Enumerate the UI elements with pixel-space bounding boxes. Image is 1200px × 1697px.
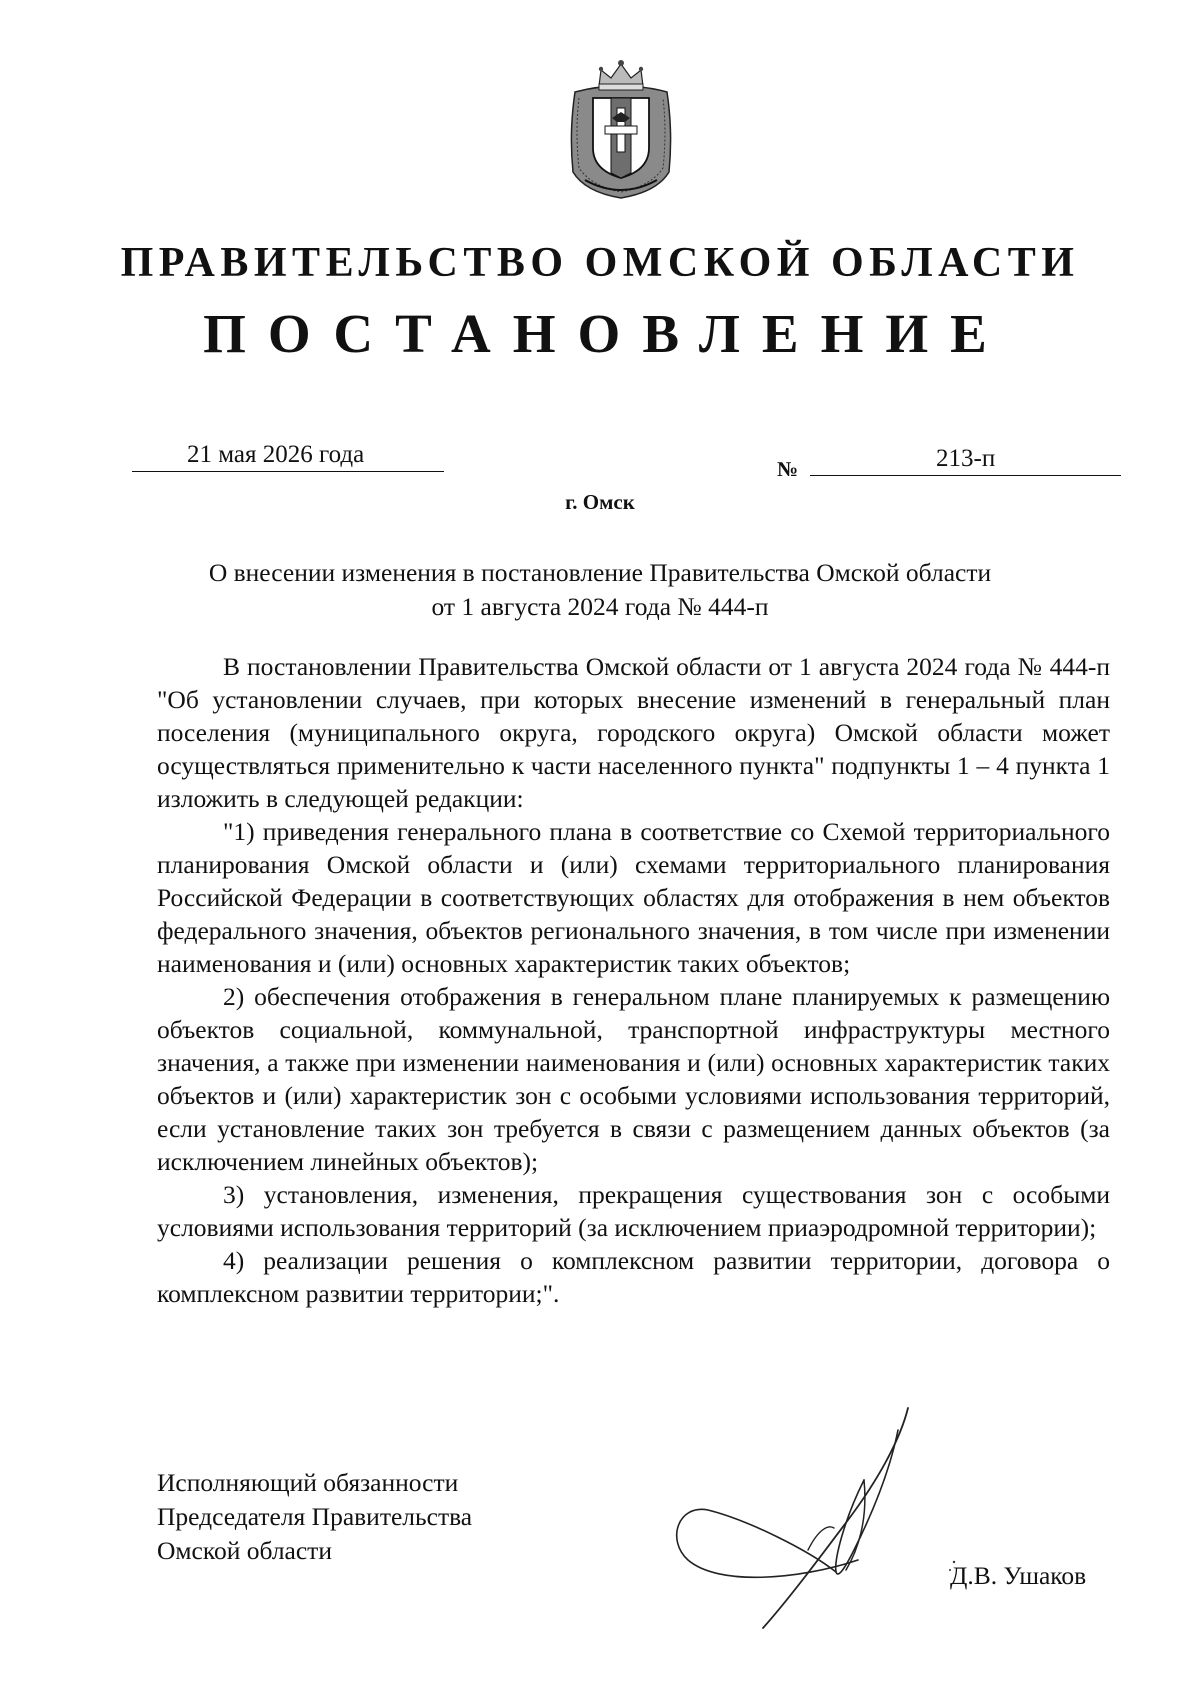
document-title-line: от 1 августа 2024 года № 444-п	[431, 592, 769, 621]
signer-position-line: Председателя Правительства	[157, 1502, 473, 1531]
coat-of-arms-icon	[565, 52, 677, 200]
document-title	[140, 556, 1060, 624]
document-date: 21 мая 2026 года	[187, 441, 365, 468]
city: г. Омск	[565, 490, 635, 514]
document-number-field	[810, 445, 1121, 476]
body-paragraph: 4) реализации решения о комплексном развитии территории, договора о комплексном развитии территории;".	[157, 1246, 1110, 1308]
signature-icon	[668, 1400, 968, 1635]
number-label: №	[777, 457, 799, 481]
document-title-line: О внесении изменения в постановление Правительства Омской области	[208, 558, 992, 587]
body-paragraph: 3) установления, изменения, прекращения существования зон с особыми условиями использования территорий (за исключением приаэродромной территории);	[157, 1180, 1110, 1242]
signer-position-line: Исполняющий обязанности	[157, 1468, 459, 1497]
body-paragraph: 2) обеспечения отображения в генеральном плане планируемых к размещению объектов социальной, коммунальной, транспортной инфраструктуры местного значения, а также при изменении наименования и (или) основных характеристик таких объектов и (или) характеристик зон с особыми условиями использования территорий, если установление таких зон требуется в связи с размещением данных объектов (за исключением линейных объектов);	[157, 982, 1110, 1176]
document-type: ПОСТАНОВЛЕНИЕ	[203, 303, 1009, 364]
document-body	[157, 650, 1110, 1310]
signer-position-line: Омской области	[157, 1536, 332, 1565]
body-paragraph: В постановлении Правительства Омской области от 1 августа 2024 года № 444-п "Об установлении случаев, при которых внесение изменений в генеральный план поселения (муниципального округа, городского округа) Омской области может осуществляться применительно к части населенного пункта" подпункты 1 – 4 пункта 1 изложить в следующей редакции:	[157, 652, 1110, 813]
body-paragraph: "1) приведения генерального плана в соответствие со Схемой территориального планирования Омской области и (или) схемами территориального планирования Российской Федерации в соответствующих областях для отображения в нем объектов федерального значения, объектов регионального значения, в том числе при изменении наименования и (или) основных характеристик таких объектов;	[157, 817, 1110, 978]
organization-name: ПРАВИТЕЛЬСТВО ОМСКОЙ ОБЛАСТИ	[120, 240, 1080, 286]
signer-name: Д.В. Ушаков	[950, 1561, 1087, 1590]
document-date-field	[132, 441, 444, 472]
signer-position	[157, 1466, 472, 1568]
document-number: 213-п	[936, 445, 996, 472]
